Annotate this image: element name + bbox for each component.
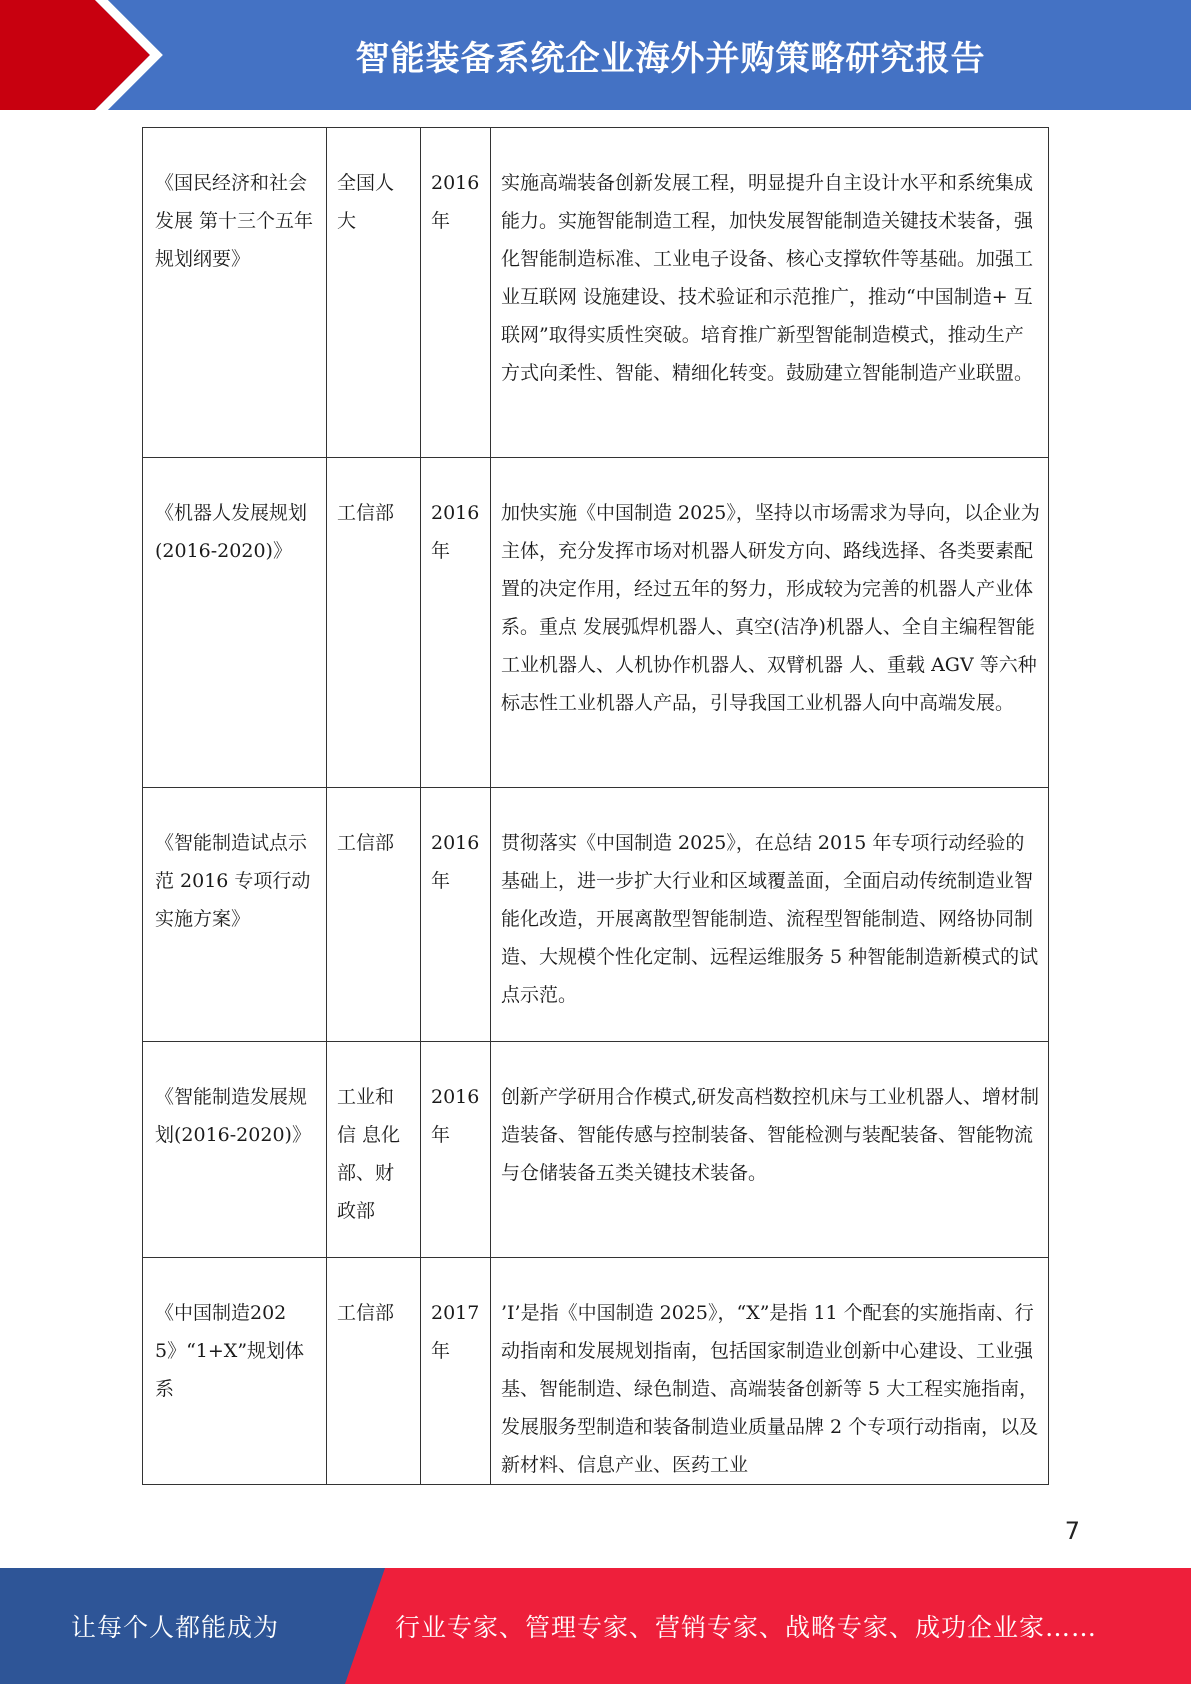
table-row [143, 458, 1049, 788]
issuer-cell: 全国人大 [327, 128, 421, 458]
content-cell: ’I’是指《中国制造 2025》，“X”是指 11 个配套的实施指南、行动指南和发展规划指南，包括国家制造业创新中心建设、工业强基、智能制造、绿色制造、高端装备创新等 5 大工程实施指南，发展服务型制造和装备制造业质量品牌 2 个专项行动指南，以及新材料、信息产业、医药工业 [491, 1258, 1049, 1485]
policy-title-cell: 《智能制造试点示范 2016 专项行动实施方案》 [143, 788, 327, 1042]
year-cell: 2017年 [421, 1258, 491, 1485]
content-cell: 创新产学研用合作模式,研发高档数控机床与工业机器人、增材制造装备、智能传感与控制装备、智能检测与装配装备、智能物流与仓储装备五类关键技术装备。 [491, 1042, 1049, 1258]
year-cell: 2016年 [421, 458, 491, 788]
year-cell: 2016年 [421, 788, 491, 1042]
policy-title-cell: 《中国制造2025》“1+X”规划体系 [143, 1258, 327, 1485]
table-row [143, 788, 1049, 1042]
page-footer [0, 1568, 1191, 1684]
issuer-cell: 工信部 [327, 1258, 421, 1485]
table-row [143, 1042, 1049, 1258]
content-cell: 加快实施《中国制造 2025》，坚持以市场需求为导向，以企业为主体，充分发挥市场对机器人研发方向、路线选择、各类要素配置的决定作用，经过五年的努力，形成较为完善的机器人产业体系。重点 发展弧焊机器人、真空(洁净)机器人、全自主编程智能工业机器人、人机协作机器人、双臂机器 人、重载 AGV 等六种标志性工业机器人产品，引导我国工业机器人向中高端发展。 [491, 458, 1049, 788]
policy-title-cell: 《智能制造发展规划(2016-2020)》 [143, 1042, 327, 1258]
content-cell: 贯彻落实《中国制造 2025》，在总结 2015 年专项行动经验的基础上，进一步扩大行业和区域覆盖面，全面启动传统制造业智能化改造，开展离散型智能制造、流程型智能制造、网络协同制造、大规模个性化定制、远程运维服务 5 种智能制造新模式的试点示范。 [491, 788, 1049, 1042]
issuer-cell: 工信部 [327, 788, 421, 1042]
issuer-cell: 工业和信 息化部、财政部 [327, 1042, 421, 1258]
footer-slogan-right: 行业专家、管理专家、营销专家、战略专家、成功企业家…… [395, 1613, 1098, 1642]
policy-table [142, 127, 1049, 1485]
page-header [0, 0, 1191, 110]
table-row [143, 1258, 1049, 1485]
report-title: 智能装备系统企业海外并购策略研究报告 [355, 38, 986, 79]
table-row [143, 128, 1049, 458]
page-number: 7 [1064, 1517, 1080, 1545]
year-cell: 2016年 [421, 128, 491, 458]
content-cell: 实施高端装备创新发展工程，明显提升自主设计水平和系统集成能力。实施智能制造工程，加快发展智能制造关键技术装备，强化智能制造标准、工业电子设备、核心支撑软件等基础。加强工业互联网 设施建设、技术验证和示范推广，推动“中国制造+ 互联网”取得实质性突破。培育推广新型智能制造模式，推动生产方式向柔性、智能、精细化转变。鼓励建立智能制造产业联盟。 [491, 128, 1049, 458]
footer-slogan-left: 让每个人都能成为 [70, 1613, 279, 1642]
issuer-cell: 工信部 [327, 458, 421, 788]
policy-title-cell: 《国民经济和社会发展 第十三个五年规划纲要》 [143, 128, 327, 458]
policy-title-cell: 《机器人发展规划(2016-2020)》 [143, 458, 327, 788]
year-cell: 2016年 [421, 1042, 491, 1258]
